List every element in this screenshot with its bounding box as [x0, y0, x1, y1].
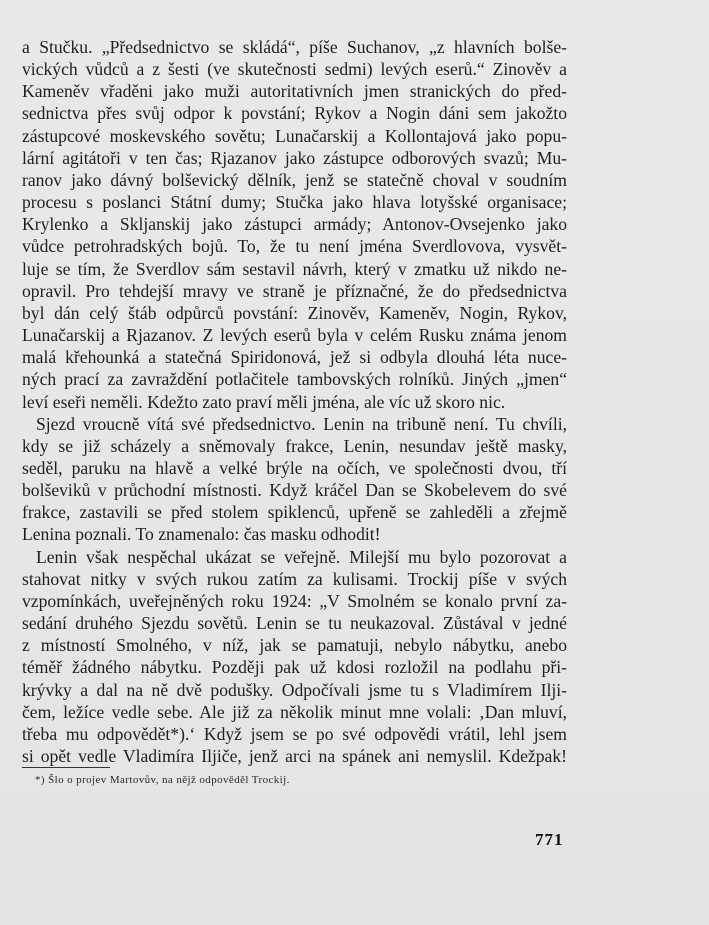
text-line: ranov jako dávný bolševický dělník, jenž se statečně choval v soudním: [22, 169, 567, 190]
paragraph-1: [22, 36, 567, 413]
text-line: vických vůdců a z šesti (ve skutečnosti sedmi) levých eserů.“ Zinověv a: [22, 59, 567, 80]
text-line: procesu s poslanci Státní dumy; Stučka jako hlava lotyšské organisace;: [22, 192, 567, 213]
text-line: sedání druhého Sjezdu sovětů. Lenin se tu neukazoval. Zůstával v jedné: [22, 613, 567, 634]
text-line: Lunačarskij a Rjazanov. Z levých eserů byla v celém Rusku známa jenom: [22, 325, 567, 346]
text-line: Kameněv vřaděni jako muži autoritativních jmen stranických do před-: [22, 81, 567, 102]
footnote: *) Šlo o projev Martovův, na nějž odpověděl Trockij.: [35, 774, 290, 786]
paragraph-2: [22, 413, 567, 546]
text-line: sednictva přes svůj odpor k povstání; Rykov a Nogin dáni sem jakožto: [22, 103, 567, 124]
text-line: krývky a dal na ně dvě podušky. Odpočívali jsme tu s Vladimírem Ilji-: [22, 679, 567, 700]
text-line: téměř žádného nábytku. Později pak už kdosi rozložil na podlahu při-: [22, 657, 567, 678]
paragraph-3: [22, 546, 567, 768]
text-line: třeba mu odpovědět*).‘ Když jsem se po své odpovědi vrátil, lehl jsem: [22, 723, 567, 744]
text-line: zástupcové moskevského sovětu; Lunačarskij a Kollontajová jako popu-: [22, 125, 567, 146]
footnote-divider: [22, 767, 110, 768]
text-line: stahovat nitky v svých rukou zatím za kulisami. Trockij píše v svých: [22, 568, 567, 589]
text-line: byl dán celý štáb odpůrců povstání: Zinověv, Kameněv, Nogin, Rykov,: [22, 302, 567, 323]
text-line: leví eseři neměli. Kdežto zato praví měli jména, ale víc už skoro nic.: [22, 391, 506, 412]
text-line: vzpomínkách, uveřejněných roku 1924: „V Smolném se konalo první za-: [22, 590, 567, 611]
text-line: seděl, paruku na hlavě a velké brýle na očích, ve společnosti dvou, tří: [22, 457, 567, 478]
text-line: a Stučku. „Předsednictvo se skládá“, píše Suchanov, „z hlavních bolše-: [22, 37, 567, 57]
text-line: si opět vedle Vladimíra Iljiče, jenž arci na spánek ani nemyslil. Kdežpak!: [22, 746, 567, 766]
text-line: Krylenko a Skljanskij jako zástupci armády; Antonov-Ovsejenko jako: [22, 214, 567, 235]
text-line: čem, ležíce vedle sebe. Ale již za několik minut mne volali: ‚Dan mluví,: [22, 701, 567, 722]
text-line: Sjezd vroucně vítá své předsednictvo. Lenin na tribuně není. Tu chvíli,: [36, 413, 567, 434]
text-line: bolševiků v průchodní místnosti. Když kráčel Dan se Skobelevem do své: [22, 480, 567, 501]
text-line: z místností Smolného, v níž, jak se pamatuji, nebylo nábytku, anebo: [22, 635, 567, 656]
text-line: Lenina poznali. To znamenalo: čas masku odhodit!: [22, 524, 381, 545]
text-line: Lenin však nespěchal ukázat se veřejně. Milejší mu bylo pozorovat a: [36, 546, 567, 567]
text-line: opravil. Pro tehdejší mravy ve straně je příznačné, že do předsednictva: [22, 280, 567, 301]
text-line: lární agitátoři v ten čas; Rjazanov jako zástupce odborových svazů; Mu-: [22, 147, 567, 168]
text-line: vůdce petrohradských bojů. To, že tu není jména Sverdlovova, vysvět-: [22, 236, 567, 257]
text-line: malá křehounká a statečná Spiridonová, jež si odbyla dlouhá léta nuce-: [22, 347, 567, 368]
text-line: kdy se již scházely a sněmovaly frakce, Lenin, nesundav ještě masky,: [22, 435, 567, 456]
text-line: ných prací za zavraždění potlačitele tambovských rolníků. Jiných „jmen“: [22, 369, 567, 390]
text-line: luje se tím, že Sverdlov sám sestavil návrh, který v zmatku už nikdo ne-: [22, 258, 567, 279]
body-text: [22, 36, 567, 767]
text-line: frakce, zastavili se před stolem spiklenců, upřeně se zahleděli a zřejmě: [22, 502, 567, 523]
page-number: 771: [535, 830, 564, 849]
